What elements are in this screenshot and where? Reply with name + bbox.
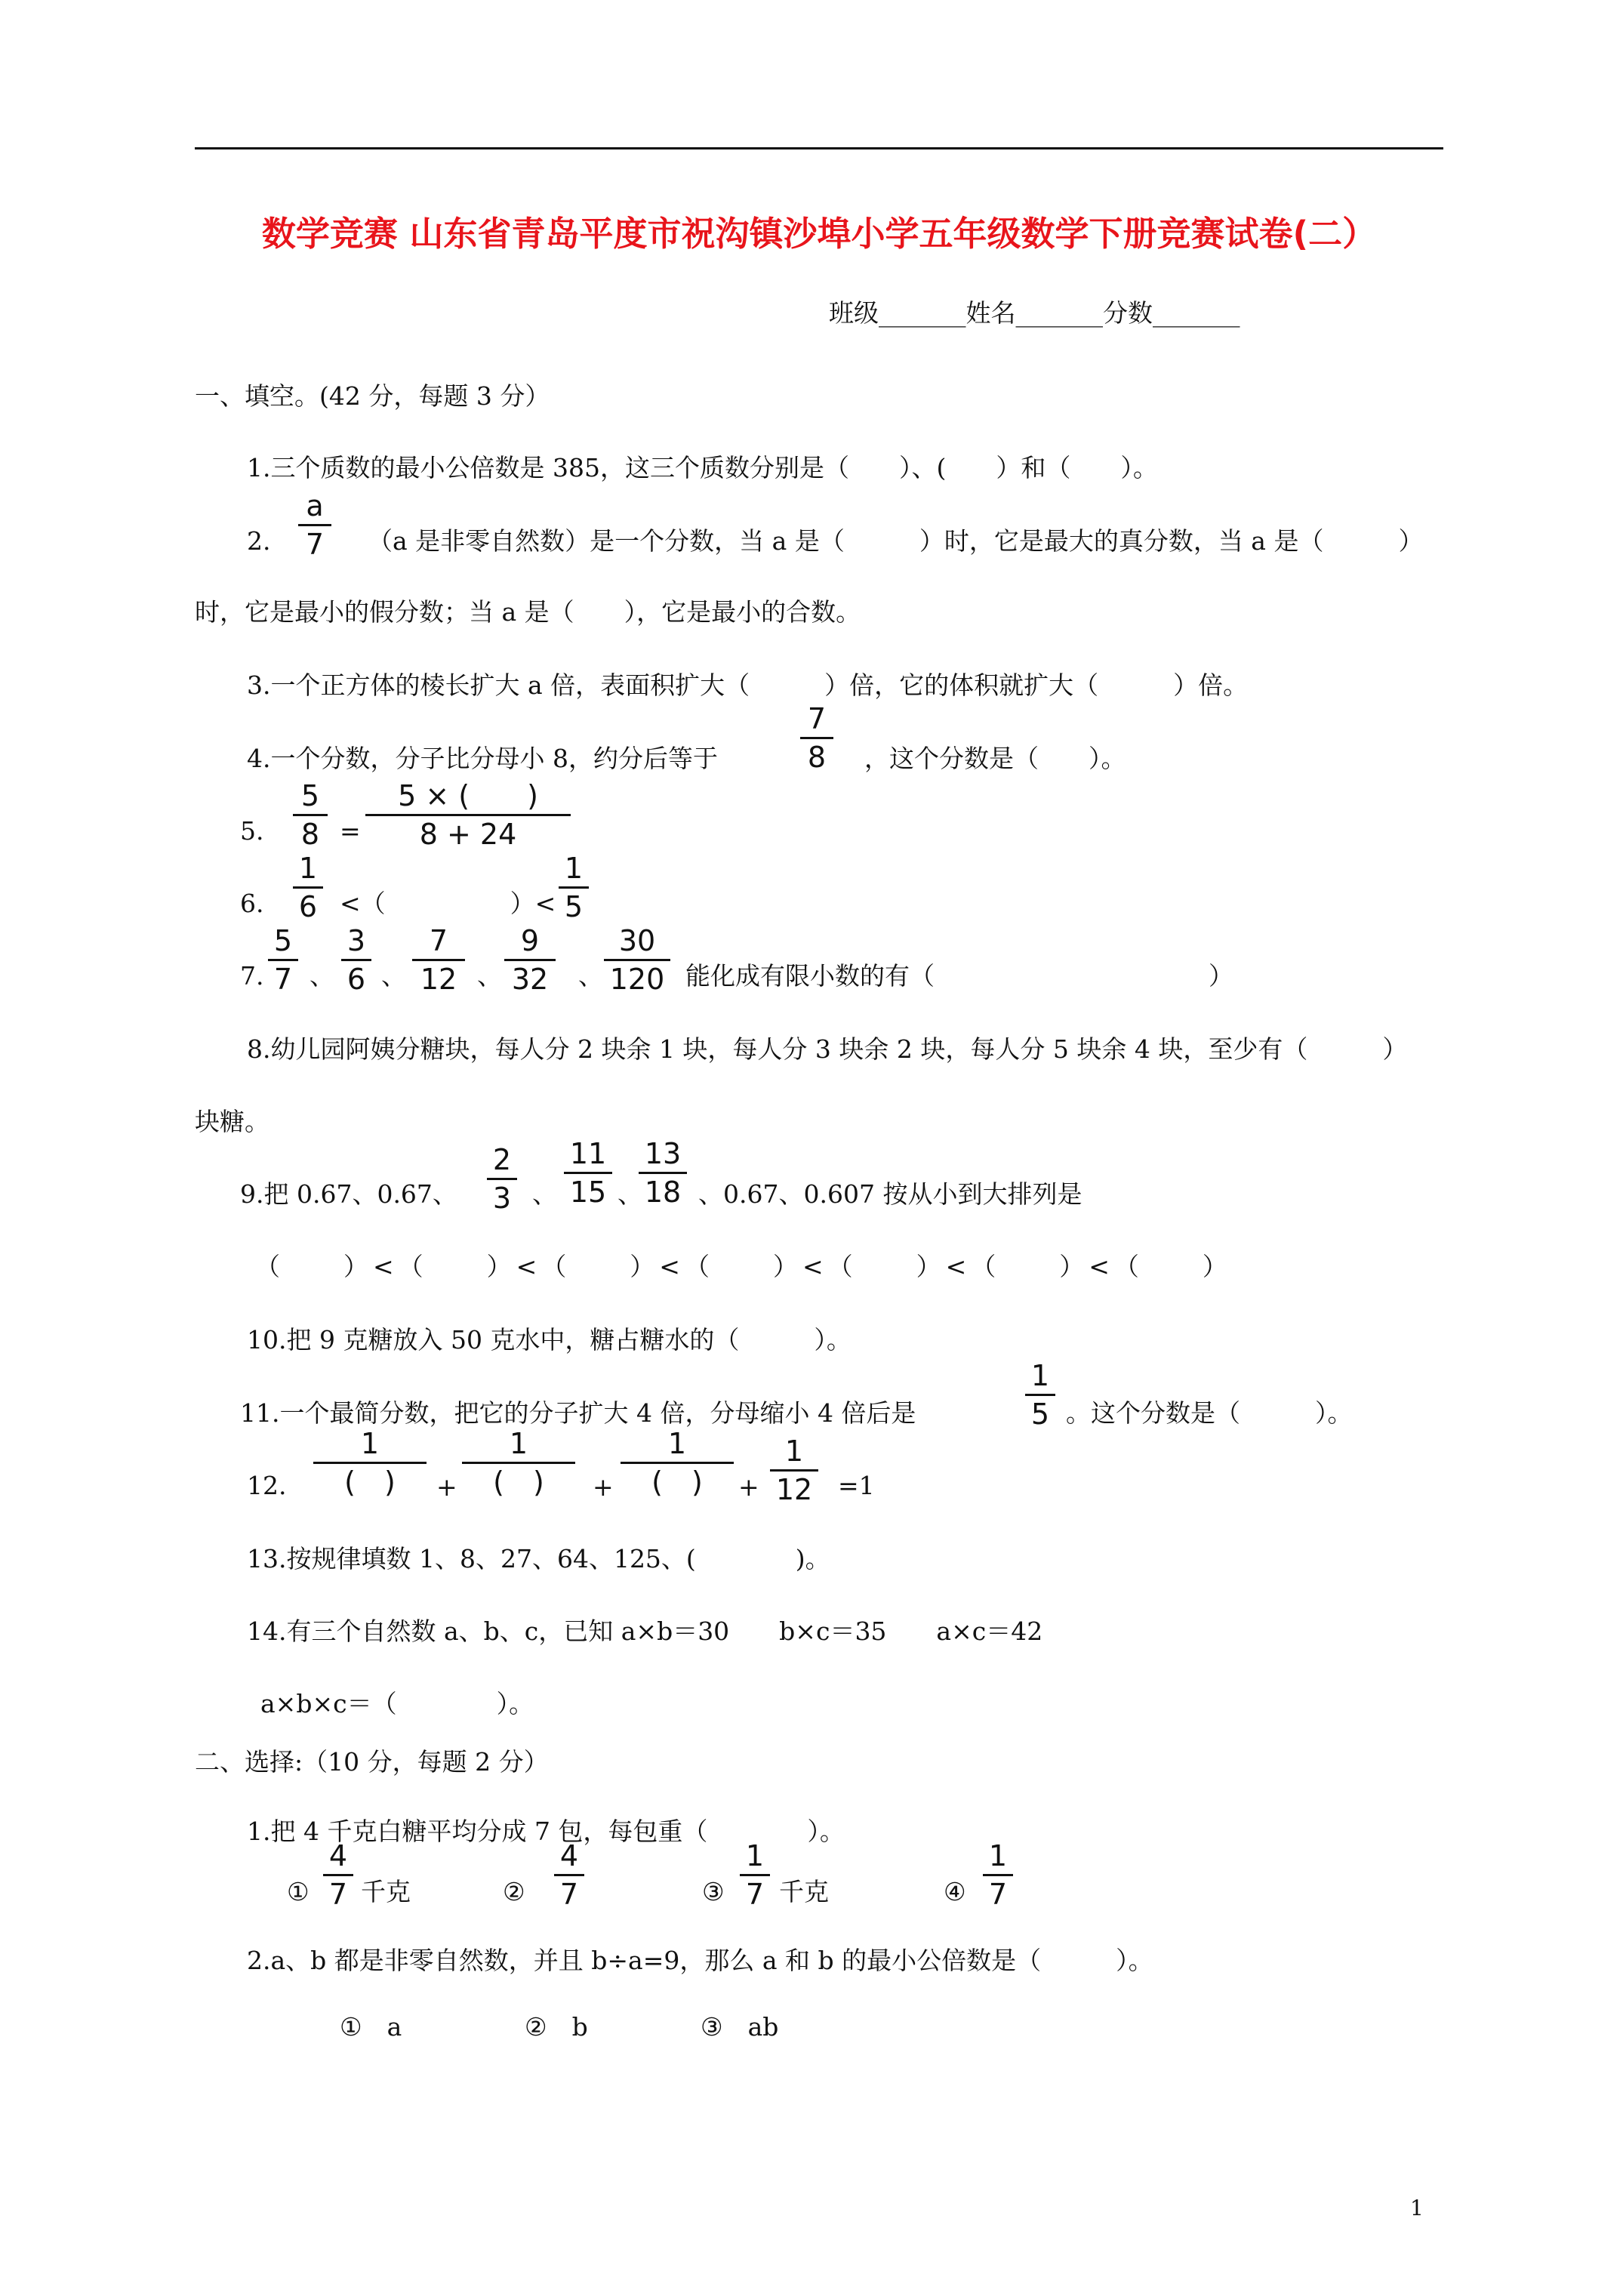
- fraction-bar: [554, 1874, 584, 1876]
- question-8: 8.幼儿园阿姨分糖块，每人分 2 块余 1 块，每人分 3 块余 2 块，每人分 5 块余 4 块，至少有（ ）: [247, 1034, 1408, 1064]
- question-6-middle: <（ ）<: [340, 889, 556, 918]
- question-2-continued: 时，它是最小的假分数；当 a 是（ ），它是最小的合数。: [195, 597, 861, 627]
- question-11-fraction: [1025, 1359, 1055, 1431]
- option-3-fraction: [740, 1839, 770, 1911]
- question-12-fraction-2: [462, 1427, 575, 1499]
- fraction-denominator: ( ): [493, 1465, 544, 1499]
- option-2-fraction: [554, 1839, 584, 1911]
- fraction-denominator: 15: [569, 1176, 607, 1209]
- fraction-numerator: 1: [745, 1839, 765, 1872]
- question-7-text: 能化成有限小数的有（ ）: [685, 961, 1233, 991]
- question-6-fraction-left: [293, 852, 323, 923]
- question-1: 1.三个质数的最小公倍数是 385，这三个质数分别是（ ）、( ）和（ ）。: [247, 453, 1158, 482]
- fraction-numerator: a: [306, 489, 324, 522]
- fraction-denominator: 8: [300, 818, 320, 851]
- question-2-label: 2.: [247, 526, 271, 556]
- fraction-numerator: 7: [807, 702, 827, 735]
- question-9-blanks: （ ）<（ ）<（ ）<（ ）<（ ）<（ ）<（ ）: [255, 1252, 1232, 1281]
- fraction-denominator: 7: [745, 1878, 765, 1911]
- list-separator: 、: [532, 1179, 557, 1209]
- fraction-numerator: 1: [784, 1435, 804, 1468]
- question-2-fraction: [298, 489, 331, 561]
- question-7-fraction-3: [412, 924, 465, 996]
- fraction-bar: [604, 959, 670, 961]
- top-rule: [195, 147, 1443, 149]
- question-9-text-a: 9.把 0.67、0.67、: [240, 1179, 457, 1209]
- question-7-label: 7.: [240, 961, 264, 991]
- question-5-label: 5.: [240, 816, 264, 846]
- fraction-denominator: 8: [807, 741, 827, 774]
- section2-question-2: 2.a、b 都是非零自然数，并且 b÷a=9，那么 a 和 b 的最小公倍数是（ ）。: [247, 1946, 1153, 1975]
- fraction-bar: [487, 1178, 517, 1180]
- list-separator: 、: [617, 1179, 642, 1209]
- question-11-text-b: 。这个分数是（ ）。: [1066, 1398, 1353, 1428]
- list-separator: 、: [578, 961, 603, 991]
- fraction-numerator: 1: [988, 1839, 1008, 1872]
- fraction-denominator: 7: [305, 528, 325, 561]
- fraction-bar: [268, 959, 298, 961]
- q2-option-2: ② b: [525, 2012, 588, 2042]
- fraction-bar: [740, 1874, 770, 1876]
- fraction-numerator: 13: [644, 1137, 682, 1170]
- question-6-label: 6.: [240, 889, 264, 918]
- fraction-numerator: 5: [273, 924, 293, 957]
- question-4-fraction: [800, 702, 833, 774]
- question-12-fraction-1: [313, 1427, 427, 1499]
- equals-sign: =: [340, 816, 361, 846]
- question-3: 3.一个正方体的棱长扩大 a 倍，表面积扩大（ ）倍，它的体积就扩大（ ）倍。: [247, 670, 1249, 700]
- option-1-unit: 千克: [361, 1877, 411, 1906]
- option-1-mark: ①: [287, 1877, 310, 1906]
- fraction-numerator: 1: [564, 852, 584, 885]
- equals-one: =1: [838, 1471, 875, 1500]
- question-14: 14.有三个自然数 a、b、c，已知 a×b＝30 b×c＝35 a×c＝42: [247, 1616, 1043, 1646]
- question-10: 10.把 9 克糖放入 50 克水中，糖占糖水的（ ）。: [247, 1325, 852, 1354]
- q2-option-1: ① a: [340, 2012, 402, 2042]
- option-3-mark: ③: [702, 1877, 725, 1906]
- fraction-numerator: 4: [328, 1839, 348, 1872]
- option-1-fraction: [323, 1839, 353, 1911]
- fraction-numerator: 30: [618, 924, 656, 957]
- question-8-continued: 块糖。: [195, 1107, 269, 1136]
- fraction-bar: [293, 886, 323, 889]
- fraction-denominator: 18: [644, 1176, 682, 1209]
- fraction-numerator: 11: [569, 1137, 607, 1170]
- fraction-numerator: 2: [492, 1143, 512, 1176]
- question-9-fraction-1: [487, 1143, 517, 1215]
- question-9-fraction-3: [639, 1137, 687, 1209]
- fraction-denominator: ( ): [651, 1465, 703, 1499]
- option-2-mark: ②: [503, 1877, 525, 1906]
- option-4-mark: ④: [944, 1877, 966, 1906]
- fraction-bar: [323, 1874, 353, 1876]
- q2-option-3: ③ ab: [701, 2012, 779, 2042]
- fraction-numerator: 1: [509, 1427, 528, 1460]
- fraction-denominator: 12: [420, 963, 457, 996]
- question-14-continued: a×b×c＝（ ）。: [260, 1689, 534, 1718]
- fraction-denominator: 6: [298, 890, 318, 923]
- fraction-numerator: 5: [300, 779, 320, 812]
- plus-sign: +: [593, 1472, 614, 1502]
- section2-question-1: 1.把 4 千克白糖平均分成 7 包，每包重（ ）。: [247, 1817, 845, 1846]
- fraction-bar: [313, 1462, 427, 1464]
- question-12-fraction-4: [770, 1435, 818, 1506]
- fraction-bar: [412, 959, 465, 961]
- fraction-numerator: 1: [360, 1427, 380, 1460]
- question-7-fraction-5: [604, 924, 670, 996]
- question-4-text-a: 4.一个分数，分子比分母小 8，约分后等于: [247, 744, 718, 773]
- question-7-fraction-4: [504, 924, 556, 996]
- question-5-fraction-right: [365, 779, 571, 851]
- question-6-fraction-right: [559, 852, 589, 923]
- fraction-bar: [770, 1469, 818, 1472]
- fraction-bar: [293, 814, 328, 816]
- fraction-numerator: 9: [520, 924, 540, 957]
- question-5-fraction-left: [293, 779, 328, 851]
- fraction-denominator: ( ): [344, 1465, 396, 1499]
- section1-heading: 一、填空。(42 分，每题 3 分）: [195, 381, 550, 411]
- fraction-bar: [341, 959, 371, 961]
- fraction-denominator: 7: [559, 1878, 579, 1911]
- question-12-label: 12.: [247, 1471, 287, 1500]
- section2-heading: 二、选择:（10 分，每题 2 分）: [195, 1747, 549, 1777]
- question-11-text-a: 11.一个最简分数，把它的分子扩大 4 倍，分母缩小 4 倍后是: [240, 1398, 916, 1428]
- fraction-bar: [983, 1874, 1013, 1876]
- fraction-bar: [504, 959, 556, 961]
- question-9-fraction-2: [564, 1137, 612, 1209]
- list-separator: 、: [477, 961, 502, 991]
- question-2-text: （a 是非零自然数）是一个分数，当 a 是（ ）时，它是最大的真分数，当 a 是（ ）: [368, 526, 1424, 556]
- plus-sign: +: [436, 1472, 457, 1502]
- fraction-numerator: 1: [298, 852, 318, 885]
- question-12-fraction-3: [621, 1427, 734, 1499]
- fraction-denominator: 8 + 24: [419, 818, 517, 851]
- fraction-denominator: 7: [273, 963, 293, 996]
- fraction-numerator: 3: [346, 924, 366, 957]
- fraction-denominator: 7: [988, 1878, 1008, 1911]
- fraction-numerator: 7: [429, 924, 448, 957]
- fraction-bar: [365, 814, 571, 816]
- question-13: 13.按规律填数 1、8、27、64、125、( )。: [247, 1544, 830, 1573]
- question-4-text-b: ，这个分数是（ ）。: [864, 744, 1126, 773]
- fraction-numerator: 5 × ( ): [398, 779, 538, 812]
- list-separator: 、: [381, 961, 406, 991]
- fraction-numerator: 1: [667, 1427, 687, 1460]
- fraction-denominator: 7: [328, 1878, 348, 1911]
- fraction-bar: [621, 1462, 734, 1464]
- fraction-denominator: 5: [1030, 1398, 1050, 1431]
- fraction-numerator: 4: [559, 1839, 579, 1872]
- fraction-denominator: 3: [492, 1182, 512, 1215]
- page-number: 1: [1410, 2196, 1424, 2220]
- fraction-bar: [462, 1462, 575, 1464]
- fraction-denominator: 12: [775, 1473, 813, 1506]
- fraction-bar: [800, 737, 833, 739]
- fraction-bar: [559, 886, 589, 889]
- fraction-denominator: 6: [346, 963, 366, 996]
- fraction-denominator: 32: [511, 963, 549, 996]
- fraction-bar: [298, 524, 331, 526]
- option-4-fraction: [983, 1839, 1013, 1911]
- fraction-denominator: 5: [564, 890, 584, 923]
- fraction-numerator: 1: [1030, 1359, 1050, 1392]
- list-separator: 、: [310, 961, 334, 991]
- fraction-denominator: 120: [609, 963, 665, 996]
- exam-title: 数学竞赛 山东省青岛平度市祝沟镇沙埠小学五年级数学下册竞赛试卷(二）: [261, 214, 1377, 254]
- question-7-fraction-2: [341, 924, 371, 996]
- question-7-fraction-1: [268, 924, 298, 996]
- question-9-text-b: 、0.67、0.607 按从小到大排列是: [698, 1179, 1083, 1209]
- fraction-bar: [564, 1172, 612, 1174]
- header-fields: 班级_______姓名_______分数_______: [829, 298, 1240, 328]
- option-3-unit: 千克: [779, 1877, 829, 1906]
- fraction-bar: [639, 1172, 687, 1174]
- fraction-bar: [1025, 1394, 1055, 1396]
- plus-sign: +: [738, 1472, 759, 1502]
